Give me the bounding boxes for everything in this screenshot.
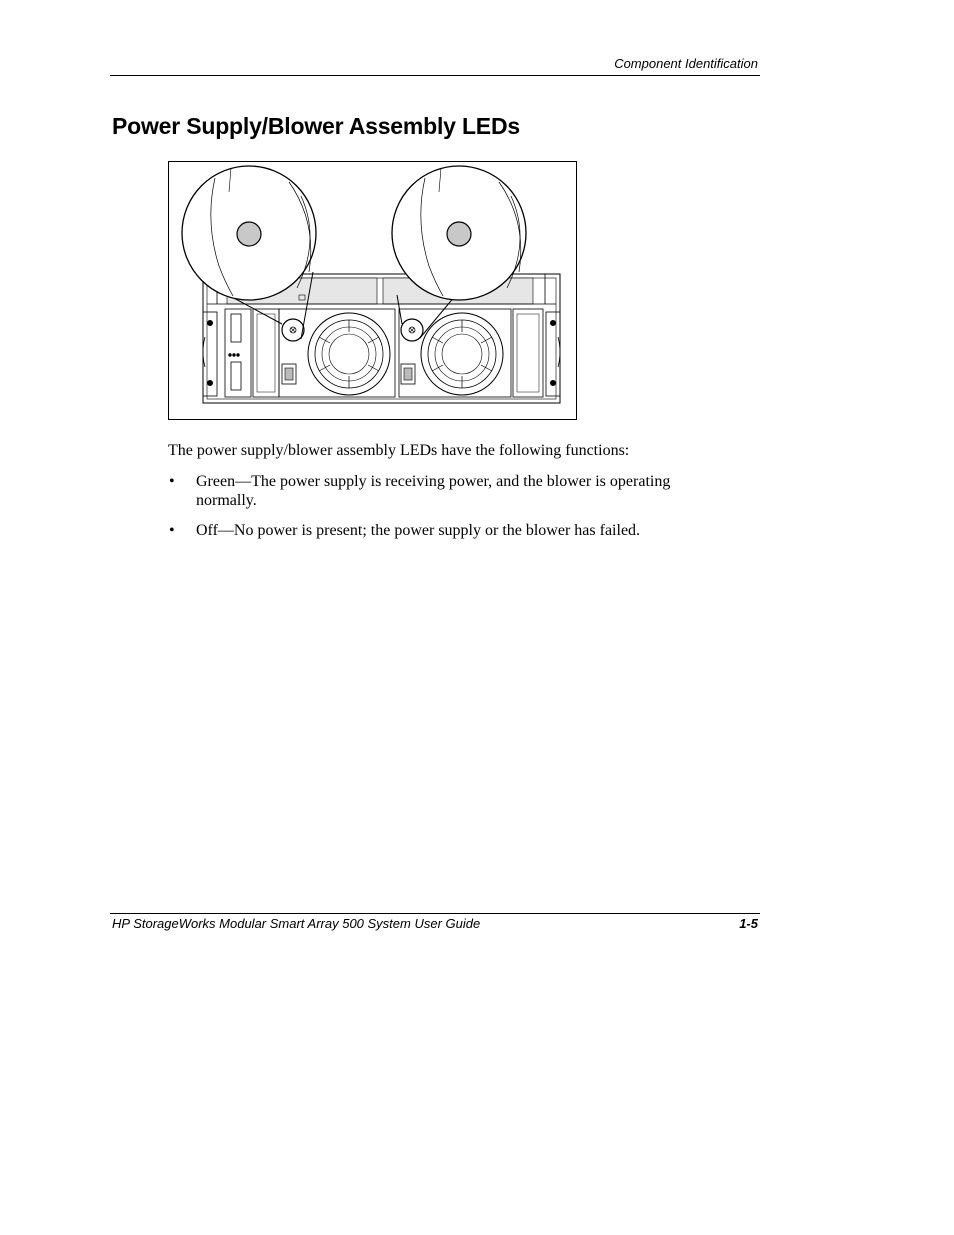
led-2-magnified: [447, 222, 471, 246]
body-text: [168, 441, 728, 551]
footer-guide-title: HP StorageWorks Modular Smart Array 500 System User Guide: [112, 916, 481, 931]
intro-paragraph: The power supply/blower assembly LEDs have the following functions:: [168, 442, 630, 459]
page-number: 1-5: [739, 916, 758, 931]
led-callout-1: [182, 166, 316, 300]
header-section-title: Component Identification: [614, 56, 758, 71]
list-item-text: Off—No power is present; the power supply or the blower has failed.: [196, 522, 641, 539]
led-1-magnified: [237, 222, 261, 246]
power-supply-illustration: [169, 162, 578, 421]
list-item-text: Green—The power supply is receiving power, and the blower is operating normally.: [196, 473, 671, 509]
list-item: [168, 472, 728, 510]
bullet-icon: •: [169, 473, 175, 490]
power-supply-figure: [168, 161, 577, 420]
page-title: Power Supply/Blower Assembly LEDs: [112, 113, 520, 139]
led-callout-2: [392, 166, 526, 300]
page-header: [110, 56, 760, 76]
led-functions-list: [168, 472, 728, 540]
page-footer: [110, 913, 760, 934]
bullet-icon: •: [169, 522, 175, 539]
list-item: [168, 521, 728, 540]
